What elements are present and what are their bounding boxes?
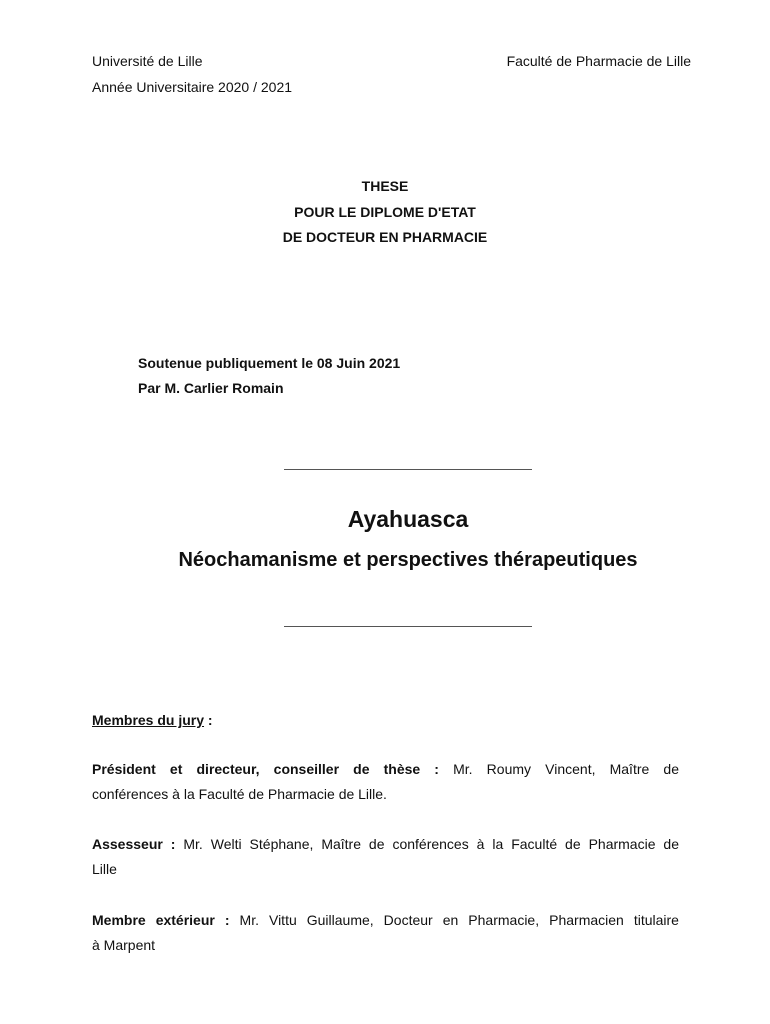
author-name: Par M. Carlier Romain (138, 380, 284, 396)
thesis-type-line-2: POUR LE DIPLOME D'ETAT (294, 204, 476, 220)
jury-member-assessor-text-1: Mr. Welti Stéphane, Maître de conférences à la Faculté de Pharmacie de (175, 836, 679, 852)
faculty-name: Faculté de Pharmacie de Lille (506, 53, 691, 69)
jury-heading-colon: : (204, 712, 213, 728)
jury-heading-label: Membres du jury (92, 712, 205, 728)
jury-member-assessor (92, 832, 679, 882)
separator-top (284, 469, 532, 470)
thesis-subtitle: Néochamanisme et perspectives thérapeutiques (178, 549, 638, 571)
jury-member-assessor-line-1 (92, 832, 679, 857)
thesis-type-line-3: DE DOCTEUR EN PHARMACIE (282, 229, 488, 245)
thesis-type-line-1: THESE (361, 178, 409, 194)
jury-member-external-line-2: à Marpent (92, 937, 156, 953)
jury-member-president-text-1: Mr. Roumy Vincent, Maître de (438, 761, 679, 777)
jury-member-external (92, 908, 679, 958)
jury-member-president-line-1 (92, 757, 679, 782)
jury-role-president: Président et directeur, conseiller de thèse : (92, 761, 439, 777)
university-name: Université de Lille (92, 53, 203, 69)
jury-member-president (92, 757, 679, 807)
thesis-title: Ayahuasca (347, 506, 469, 532)
jury-member-president-line-2: conférences à la Faculté de Pharmacie de Lille. (92, 786, 387, 802)
jury-member-external-line-1 (92, 908, 679, 933)
jury-role-assessor: Assesseur : (92, 836, 176, 852)
academic-year: Année Universitaire 2020 / 2021 (92, 79, 293, 95)
defense-date: Soutenue publiquement le 08 Juin 2021 (138, 355, 401, 371)
jury-role-external: Membre extérieur : (92, 912, 230, 928)
jury-heading (92, 712, 213, 728)
separator-bottom (284, 626, 532, 627)
jury-member-assessor-line-2: Lille (92, 861, 117, 877)
jury-member-external-text-1: Mr. Vittu Guillaume, Docteur en Pharmacie, Pharmacien titulaire (229, 912, 679, 928)
